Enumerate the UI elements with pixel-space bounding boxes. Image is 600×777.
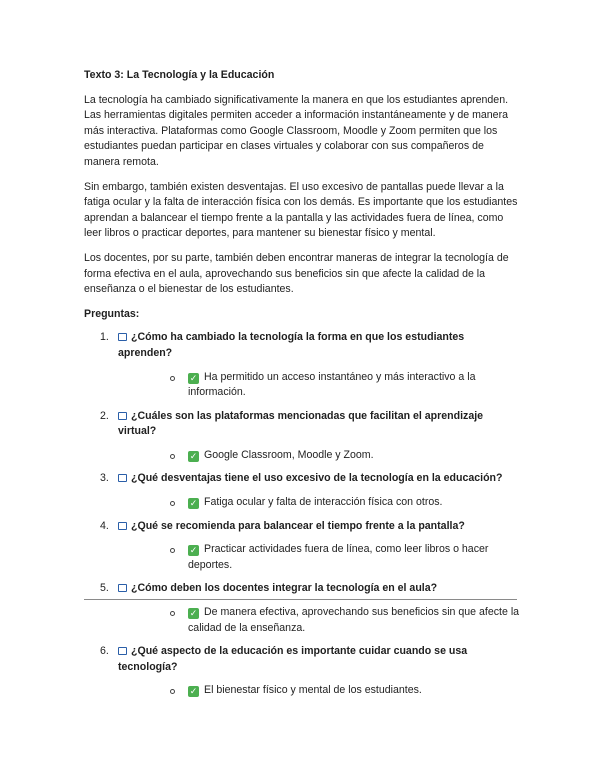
- question-number: 4.: [100, 519, 109, 532]
- question-number: 5.: [100, 582, 109, 595]
- answer-text: Ha permitido un acceso instantáneo y más interactivo a la información.: [188, 370, 476, 399]
- question-number: 2.: [100, 409, 109, 422]
- checkbox-icon[interactable]: [118, 333, 127, 341]
- question-item: [84, 519, 520, 574]
- question-item: [84, 409, 520, 464]
- checkbox-icon[interactable]: [118, 647, 127, 655]
- question-number: 1.: [100, 331, 109, 344]
- check-mark-icon: ✓: [189, 372, 198, 383]
- question-list: [84, 330, 520, 699]
- question-text: ¿Qué desventajas tiene el uso excesivo de la tecnología en la educación?: [131, 472, 503, 485]
- paragraph: Sin embargo, también existen desventajas. El uso excesivo de pantallas puede llevar a la fatiga ocular y la falta de interacción física con los demás. Es importante que los estudiantes aprendan a balancear el tiempo frente a la pantalla y las actividades fuera de línea, como leer libros o practicar deportes, para mantener su bienestar físico y mental.: [84, 180, 518, 240]
- horizontal-divider: [84, 599, 517, 600]
- bullet-icon: [170, 689, 175, 694]
- document-content: [84, 68, 520, 707]
- answer-text: Google Classroom, Moodle y Zoom.: [204, 448, 374, 461]
- question-item: [84, 330, 520, 400]
- bullet-icon: [170, 611, 175, 616]
- question-item: [84, 581, 520, 636]
- answer-item: [118, 370, 520, 401]
- question-number: 6.: [100, 645, 109, 658]
- check-mark-icon: ✓: [189, 686, 198, 697]
- paragraph: Los docentes, por su parte, también deben encontrar maneras de integrar la tecnología de forma efectiva en el aula, aprovechando sus beneficios sin que afecte la calidad de la enseñanza o el bienestar de los estudiantes.: [84, 251, 509, 296]
- answer-text: Fatiga ocular y falta de interacción física con otros.: [204, 496, 443, 509]
- checkbox-icon[interactable]: [118, 474, 127, 482]
- question-text: ¿Cuáles son las plataformas mencionadas que facilitan el aprendizaje virtual?: [118, 409, 484, 438]
- answer-item: [118, 605, 520, 636]
- questions-heading: Preguntas:: [84, 307, 140, 320]
- checkbox-icon[interactable]: [118, 584, 127, 592]
- answer-text: De manera efectiva, aprovechando sus beneficios sin que afecte la calidad de la enseñanza.: [188, 606, 520, 634]
- question-text: ¿Qué aspecto de la educación es importante cuidar cuando se usa tecnología?: [118, 645, 468, 673]
- bullet-icon: [170, 548, 175, 553]
- checkbox-icon[interactable]: [118, 522, 127, 530]
- check-mark-icon: ✓: [189, 498, 198, 509]
- question-number: 3.: [100, 472, 109, 485]
- bullet-icon: [170, 376, 175, 381]
- check-mark-icon: ✓: [189, 608, 198, 619]
- checkbox-icon[interactable]: [118, 412, 127, 420]
- check-mark-icon: ✓: [189, 450, 198, 461]
- question-text: ¿Qué se recomienda para balancear el tiempo frente a la pantalla?: [131, 519, 465, 532]
- answer-text: Practicar actividades fuera de línea, como leer libros o hacer deportes.: [188, 543, 489, 571]
- question-item: [84, 471, 520, 510]
- check-mark-icon: ✓: [189, 545, 198, 556]
- answer-item: [118, 542, 520, 573]
- answer-item: [118, 448, 520, 464]
- answer-text: El bienestar físico y mental de los estudiantes.: [204, 684, 422, 697]
- answer-item: [118, 683, 520, 699]
- bullet-icon: [170, 454, 175, 459]
- bullet-icon: [170, 501, 175, 506]
- answer-item: [118, 495, 520, 511]
- document-title: Texto 3: La Tecnología y la Educación: [84, 69, 275, 81]
- question-text: ¿Cómo ha cambiado la tecnología la forma en que los estudiantes aprenden?: [118, 331, 465, 359]
- question-item: [84, 644, 520, 699]
- paragraph: La tecnología ha cambiado significativamente la manera en que los estudiantes aprenden. Las herramientas digitales permiten acceder a información instantáneamente y de manera más interactiva. Plataformas como Google Classroom, Moodle y Zoom permiten que los estudiantes puedan participar en clases virtuales y colaborar con sus compañeros de manera remota.: [84, 93, 509, 168]
- question-text: ¿Cómo deben los docentes integrar la tecnología en el aula?: [131, 582, 438, 595]
